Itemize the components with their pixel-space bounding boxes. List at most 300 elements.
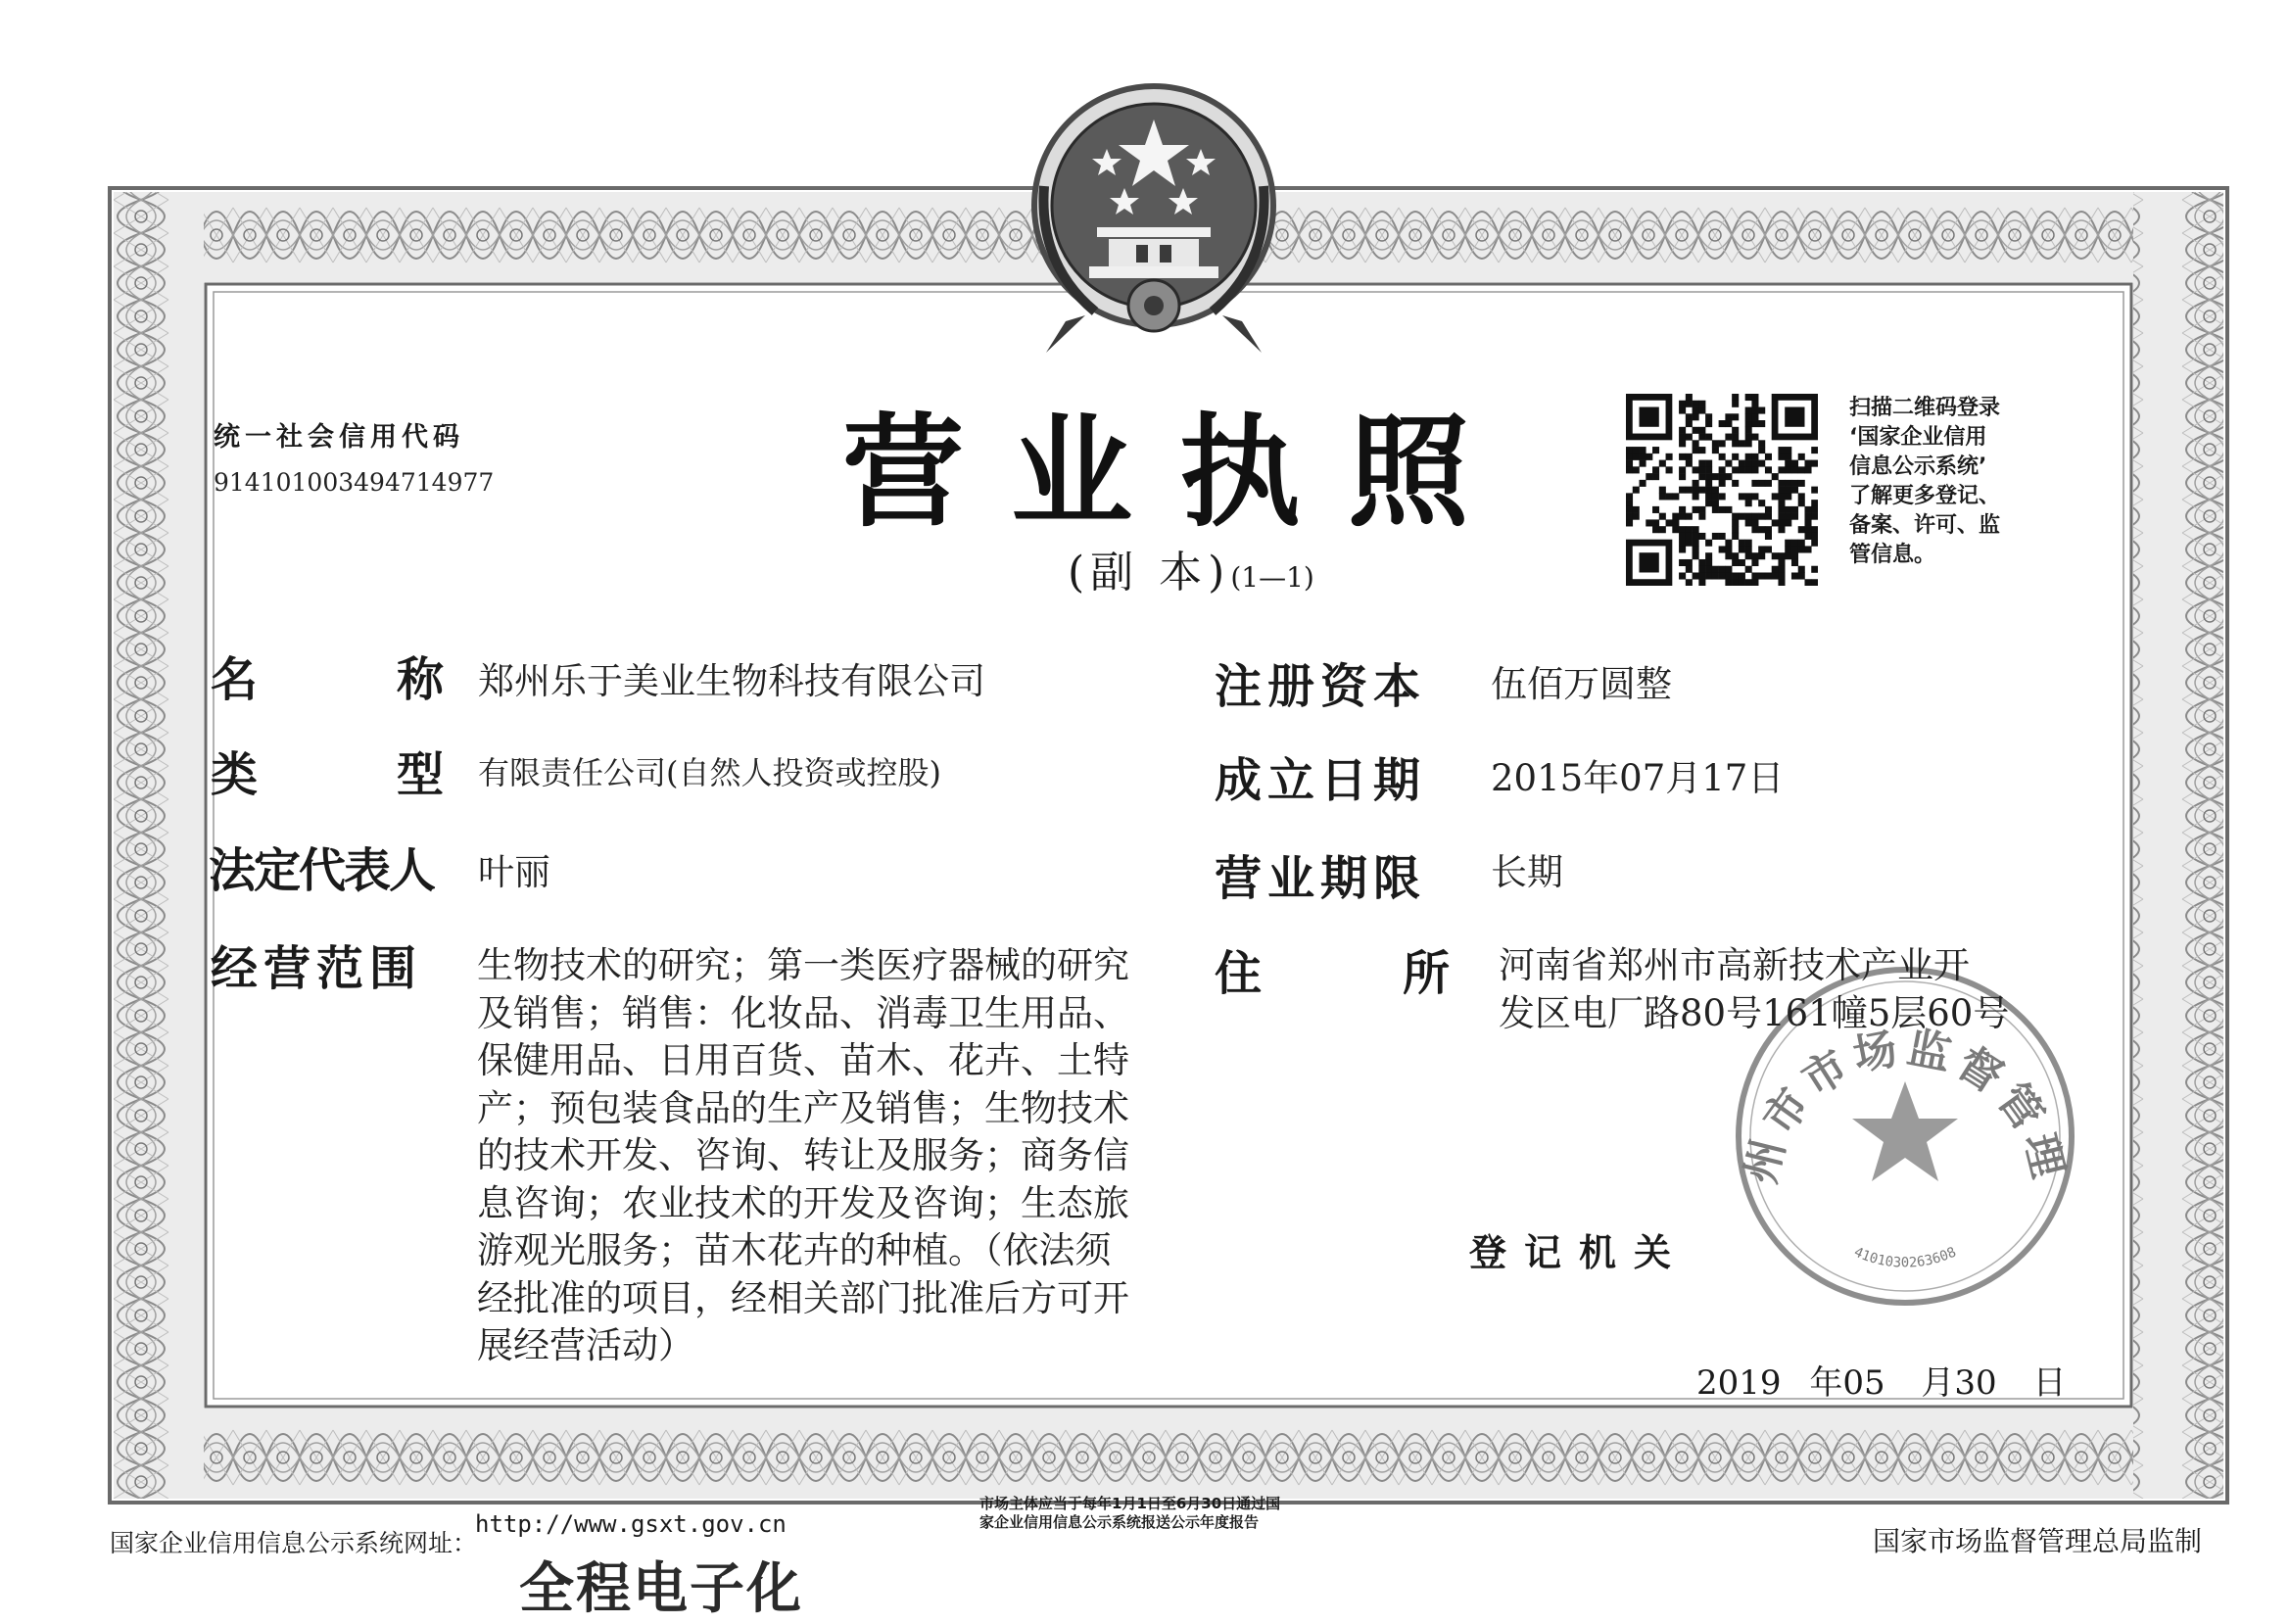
qr-module xyxy=(1732,434,1739,441)
qr-module xyxy=(1712,487,1719,494)
qr-module xyxy=(1672,493,1679,500)
qr-module xyxy=(1693,401,1699,407)
qr-module xyxy=(1798,526,1805,533)
qr-module xyxy=(1798,566,1805,573)
qr-module xyxy=(1659,513,1666,520)
qr-module xyxy=(1791,513,1798,520)
qr-module xyxy=(1758,513,1765,520)
qr-module xyxy=(1725,572,1732,579)
company-type: 有限责任公司(自然人投资或控股) xyxy=(478,754,941,791)
qr-module xyxy=(1745,566,1752,573)
qr-module xyxy=(1732,440,1739,447)
qr-module xyxy=(1686,533,1693,540)
qr-module xyxy=(1725,566,1732,573)
qr-module xyxy=(1626,513,1633,520)
qr-module xyxy=(1798,546,1805,552)
qr-module xyxy=(1626,519,1633,526)
seal-text-ring xyxy=(1739,970,2072,1303)
qr-module xyxy=(1785,487,1791,494)
qr-module xyxy=(1686,566,1693,573)
qr-module xyxy=(1725,506,1732,513)
qr-module xyxy=(1745,427,1752,434)
issue-day-unit: 日 xyxy=(2032,1363,2067,1403)
qr-module xyxy=(1798,500,1805,506)
qr-module xyxy=(1646,454,1652,460)
qr-module xyxy=(1765,506,1772,513)
qr-module xyxy=(1745,546,1752,552)
qr-module xyxy=(1686,394,1693,401)
qr-module xyxy=(1778,447,1785,454)
capital-label: 注册资本 xyxy=(1215,659,1427,714)
qr-module xyxy=(1798,454,1805,460)
qr-module xyxy=(1732,526,1739,533)
qr-finder-pattern xyxy=(1640,552,1659,572)
qr-module xyxy=(1679,540,1686,547)
qr-module xyxy=(1659,493,1666,500)
qr-module xyxy=(1751,493,1758,500)
qr-module xyxy=(1732,401,1739,407)
qr-module xyxy=(1686,454,1693,460)
qr-module xyxy=(1778,493,1785,500)
qr-module xyxy=(1778,559,1785,566)
type-label-b: 型 xyxy=(397,747,445,802)
qr-module xyxy=(1686,434,1693,441)
qr-module xyxy=(1640,460,1646,467)
qr-module xyxy=(1765,526,1772,533)
qr-module xyxy=(1751,401,1758,407)
qr-module xyxy=(1739,546,1745,552)
qr-module xyxy=(1686,526,1693,533)
qr-module xyxy=(1732,427,1739,434)
qr-module xyxy=(1693,552,1699,559)
name-label-a: 名 xyxy=(211,652,259,707)
qr-module xyxy=(1772,552,1779,559)
qr-module xyxy=(1732,394,1739,401)
address-line: 河南省郑州市高新技术产业开 xyxy=(1499,944,1970,986)
qr-module xyxy=(1745,552,1752,559)
qr-module xyxy=(1772,572,1779,579)
scope-line: 产；预包装食品的生产及销售；生物技术 xyxy=(477,1086,1129,1129)
qr-module xyxy=(1712,566,1719,573)
qr-module xyxy=(1745,466,1752,473)
qr-module xyxy=(1811,506,1818,513)
qr-module xyxy=(1693,447,1699,454)
qr-module xyxy=(1732,480,1739,487)
qr-module xyxy=(1698,506,1705,513)
seal-text: 州市市场监督管理 xyxy=(1739,1023,2072,1189)
qr-module xyxy=(1686,487,1693,494)
qr-module xyxy=(1686,420,1693,427)
qr-module xyxy=(1679,487,1686,494)
qr-module xyxy=(1732,519,1739,526)
qr-module xyxy=(1698,533,1705,540)
qr-module xyxy=(1679,533,1686,540)
qr-module xyxy=(1732,552,1739,559)
qr-module xyxy=(1693,413,1699,420)
address-label-a: 住 xyxy=(1215,946,1263,1001)
qr-module xyxy=(1758,572,1765,579)
qr-module xyxy=(1698,466,1705,473)
qr-module xyxy=(1739,460,1745,467)
qr-module xyxy=(1679,401,1686,407)
qr-module xyxy=(1712,440,1719,447)
issue-month-unit: 月 xyxy=(1921,1363,1955,1403)
qr-module xyxy=(1646,519,1652,526)
qr-module xyxy=(1785,519,1791,526)
qr-module xyxy=(1725,413,1732,420)
qr-module xyxy=(1765,546,1772,552)
qr-module xyxy=(1772,493,1779,500)
qr-module xyxy=(1666,519,1673,526)
qr-module xyxy=(1679,526,1686,533)
qr-module xyxy=(1811,447,1818,454)
supervisor-label: 国家市场监督管理总局监制 xyxy=(1873,1525,2203,1557)
qr-module xyxy=(1811,487,1818,494)
qr-module xyxy=(1693,540,1699,547)
qr-module xyxy=(1772,519,1779,526)
qr-module xyxy=(1686,579,1693,586)
qr-module xyxy=(1679,407,1686,414)
qr-module xyxy=(1698,566,1705,573)
qr-module xyxy=(1705,572,1712,579)
credit-code: 914101003494714977 xyxy=(214,468,495,497)
qr-module xyxy=(1672,526,1679,533)
qr-module xyxy=(1778,579,1785,586)
qr-module xyxy=(1725,540,1732,547)
qr-note-line: 备案、许可、监 xyxy=(1849,513,2001,538)
qr-module xyxy=(1705,413,1712,420)
qr-module xyxy=(1705,552,1712,559)
qr-code-graphic xyxy=(1626,394,1818,586)
qr-note-line: 管信息。 xyxy=(1849,543,1936,567)
qr-module xyxy=(1705,460,1712,467)
qr-module xyxy=(1778,454,1785,460)
seal-number: 4101030263608 xyxy=(1851,1244,1959,1271)
qr-module xyxy=(1745,434,1752,441)
qr-module xyxy=(1693,572,1699,579)
qr-module xyxy=(1705,420,1712,427)
established-label: 成立日期 xyxy=(1215,753,1427,808)
qr-module xyxy=(1745,407,1752,414)
qr-module xyxy=(1732,559,1739,566)
qr-module xyxy=(1705,500,1712,506)
svg-text:4101030263608 xyxy=(1851,1244,1958,1270)
qr-module xyxy=(1666,454,1673,460)
qr-module xyxy=(1732,413,1739,420)
qr-module xyxy=(1698,579,1705,586)
issue-date xyxy=(1696,1356,2067,1404)
qr-module xyxy=(1732,579,1739,586)
qr-module xyxy=(1705,566,1712,573)
qr-module xyxy=(1804,519,1811,526)
qr-module xyxy=(1804,513,1811,520)
qr-module xyxy=(1712,447,1719,454)
qr-module xyxy=(1739,579,1745,586)
qr-module xyxy=(1652,447,1659,454)
scope-line: 及销售；销售：化妆品、消毒卫生用品、 xyxy=(477,991,1129,1034)
qr-module xyxy=(1758,500,1765,506)
qr-module xyxy=(1778,466,1785,473)
qr-module xyxy=(1693,487,1699,494)
qr-module xyxy=(1804,460,1811,467)
scope-label: 经营范围 xyxy=(211,941,423,996)
qr-module xyxy=(1626,466,1633,473)
qr-module xyxy=(1791,480,1798,487)
qr-module xyxy=(1698,473,1705,480)
qr-module xyxy=(1712,500,1719,506)
qr-module xyxy=(1758,440,1765,447)
qr-module xyxy=(1765,480,1772,487)
qr-module xyxy=(1652,519,1659,526)
qr-module xyxy=(1791,540,1798,547)
qr-module xyxy=(1698,447,1705,454)
qr-module xyxy=(1811,526,1818,533)
qr-module xyxy=(1705,480,1712,487)
qr-module xyxy=(1751,572,1758,579)
qr-module xyxy=(1719,533,1726,540)
qr-finder-pattern xyxy=(1640,407,1659,427)
seal-label xyxy=(1739,970,2072,1303)
qr-module xyxy=(1751,526,1758,533)
scope-line: 的技术开发、咨询、转让及服务；商务信 xyxy=(477,1134,1129,1176)
qr-module xyxy=(1765,454,1772,460)
qr-module xyxy=(1751,466,1758,473)
qr-module xyxy=(1626,447,1633,454)
qr-module xyxy=(1732,513,1739,520)
qr-module xyxy=(1778,480,1785,487)
qr-module xyxy=(1719,546,1726,552)
qr-module xyxy=(1659,526,1666,533)
electronic-stamp: 全程电子化 xyxy=(519,1557,803,1621)
qr-module xyxy=(1791,546,1798,552)
qr-module xyxy=(1798,480,1805,487)
qr-module xyxy=(1693,546,1699,552)
qr-module xyxy=(1719,473,1726,480)
qr-module xyxy=(1745,493,1752,500)
qr-module xyxy=(1719,493,1726,500)
qr-module xyxy=(1765,466,1772,473)
qr-module xyxy=(1712,533,1719,540)
qr-module xyxy=(1659,487,1666,494)
qr-module xyxy=(1751,559,1758,566)
qr-module xyxy=(1751,513,1758,520)
qr-module xyxy=(1686,540,1693,547)
qr-note-line: ‘国家企业信用 xyxy=(1849,425,1987,450)
qr-module xyxy=(1765,513,1772,520)
qr-module xyxy=(1745,454,1752,460)
qr-module xyxy=(1646,473,1652,480)
qr-module xyxy=(1686,513,1693,520)
qr-code[interactable] xyxy=(1626,394,1818,586)
qr-module xyxy=(1739,572,1745,579)
copy-subtitle xyxy=(1068,537,1314,599)
qr-module xyxy=(1791,506,1798,513)
scope-line: 经批准的项目，经相关部门批准后方可开 xyxy=(477,1276,1129,1319)
address-label-b: 所 xyxy=(1403,946,1451,1001)
qr-module xyxy=(1758,546,1765,552)
qr-module xyxy=(1751,407,1758,414)
established-date: 2015年07月17日 xyxy=(1491,757,1785,799)
legal-rep-label: 法定代表人 xyxy=(209,843,435,898)
qr-module xyxy=(1804,466,1811,473)
type-label-a: 类 xyxy=(211,747,259,802)
qr-module xyxy=(1739,559,1745,566)
issue-day: 30 xyxy=(1954,1363,1997,1403)
subtitle-text: (副 本) xyxy=(1068,548,1231,597)
qr-module xyxy=(1652,526,1659,533)
qr-module xyxy=(1693,407,1699,414)
qr-module xyxy=(1626,493,1633,500)
qr-module xyxy=(1725,579,1732,586)
qr-module xyxy=(1705,473,1712,480)
qr-module xyxy=(1751,394,1758,401)
qr-module xyxy=(1745,540,1752,547)
qr-module xyxy=(1785,480,1791,487)
qr-module xyxy=(1693,466,1699,473)
business-term: 长期 xyxy=(1491,851,1563,893)
qr-module xyxy=(1785,546,1791,552)
qr-module xyxy=(1652,466,1659,473)
qr-module xyxy=(1698,572,1705,579)
qr-module xyxy=(1772,566,1779,573)
qr-module xyxy=(1745,394,1752,401)
qr-module xyxy=(1745,460,1752,467)
qr-module xyxy=(1679,434,1686,441)
qr-module xyxy=(1745,513,1752,520)
qr-module xyxy=(1725,434,1732,441)
qr-module xyxy=(1640,454,1646,460)
qr-module xyxy=(1798,466,1805,473)
qr-module xyxy=(1739,540,1745,547)
qr-module xyxy=(1693,506,1699,513)
qr-module xyxy=(1751,480,1758,487)
qr-module xyxy=(1693,526,1699,533)
qr-module xyxy=(1712,506,1719,513)
qr-module xyxy=(1705,466,1712,473)
qr-module xyxy=(1778,487,1785,494)
qr-module xyxy=(1778,572,1785,579)
qr-module xyxy=(1679,506,1686,513)
qr-module xyxy=(1725,460,1732,467)
qr-module xyxy=(1693,493,1699,500)
qr-module xyxy=(1633,513,1640,520)
issue-year-unit: 年 xyxy=(1809,1363,1843,1403)
qr-note-line: 扫描二维码登录 xyxy=(1849,396,2001,420)
qr-module xyxy=(1672,513,1679,520)
qr-module xyxy=(1686,401,1693,407)
qr-module xyxy=(1785,540,1791,547)
qr-module xyxy=(1725,420,1732,427)
scope-line: 展经营活动） xyxy=(477,1324,694,1366)
qr-module xyxy=(1640,480,1646,487)
qr-module xyxy=(1732,533,1739,540)
qr-module xyxy=(1693,480,1699,487)
qr-module xyxy=(1732,454,1739,460)
qr-module xyxy=(1679,473,1686,480)
qr-module xyxy=(1791,487,1798,494)
qr-module xyxy=(1745,420,1752,427)
qr-module xyxy=(1804,526,1811,533)
qr-module xyxy=(1686,460,1693,467)
gsxt-site-url[interactable]: http://www.gsxt.gov.cn xyxy=(475,1510,787,1538)
qr-module xyxy=(1626,506,1633,513)
registered-capital: 伍佰万圆整 xyxy=(1491,663,1672,705)
qr-module xyxy=(1785,513,1791,520)
qr-module xyxy=(1778,513,1785,520)
qr-module xyxy=(1791,552,1798,559)
qr-note xyxy=(1849,394,2000,570)
name-label-b: 称 xyxy=(397,652,445,707)
qr-module xyxy=(1633,466,1640,473)
qr-module xyxy=(1693,440,1699,447)
copy-number: (1—1) xyxy=(1230,561,1314,594)
scope-line: 保健用品、日用百货、苗木、花卉、土特 xyxy=(477,1039,1129,1081)
qr-module xyxy=(1698,427,1705,434)
qr-module xyxy=(1719,566,1726,573)
qr-module xyxy=(1785,460,1791,467)
qr-module xyxy=(1791,466,1798,473)
qr-module xyxy=(1785,466,1791,473)
qr-module xyxy=(1719,454,1726,460)
qr-module xyxy=(1804,546,1811,552)
qr-module xyxy=(1772,473,1779,480)
qr-module xyxy=(1626,454,1633,460)
qr-module xyxy=(1739,513,1745,520)
qr-module xyxy=(1719,506,1726,513)
qr-module xyxy=(1633,447,1640,454)
qr-module xyxy=(1751,552,1758,559)
qr-module xyxy=(1633,506,1640,513)
qr-module xyxy=(1712,473,1719,480)
qr-module xyxy=(1705,487,1712,494)
qr-module xyxy=(1785,493,1791,500)
qr-module xyxy=(1751,579,1758,586)
qr-module xyxy=(1679,454,1686,460)
qr-module xyxy=(1751,413,1758,420)
qr-module xyxy=(1693,533,1699,540)
term-label: 营业期限 xyxy=(1215,851,1427,906)
qr-module xyxy=(1698,513,1705,520)
qr-module xyxy=(1758,526,1765,533)
qr-module xyxy=(1633,454,1640,460)
qr-module xyxy=(1758,447,1765,454)
qr-module xyxy=(1719,572,1726,579)
qr-note-line: 信息公示系统’ xyxy=(1849,454,1987,479)
qr-module xyxy=(1698,434,1705,441)
issue-year: 2019 xyxy=(1696,1363,1782,1403)
qr-module xyxy=(1791,559,1798,566)
qr-module xyxy=(1798,572,1805,579)
qr-module xyxy=(1725,473,1732,480)
gsxt-site-label: 国家企业信用信息公示系统网址： xyxy=(110,1529,478,1557)
qr-module xyxy=(1745,519,1752,526)
qr-module xyxy=(1705,540,1712,547)
page-title: 营业执照 xyxy=(842,403,1517,544)
qr-module xyxy=(1666,493,1673,500)
qr-module xyxy=(1811,500,1818,506)
qr-module xyxy=(1758,460,1765,467)
credit-code-label: 统一社会信用代码 xyxy=(214,422,464,453)
qr-module xyxy=(1778,506,1785,513)
qr-module xyxy=(1719,466,1726,473)
qr-finder-pattern xyxy=(1785,407,1804,427)
qr-module xyxy=(1778,526,1785,533)
qr-module xyxy=(1778,552,1785,559)
notice-line: 家企业信用信息公示系统报送公示年度报告 xyxy=(979,1513,1260,1531)
qr-module xyxy=(1739,493,1745,500)
qr-module xyxy=(1705,493,1712,500)
qr-module xyxy=(1811,513,1818,520)
